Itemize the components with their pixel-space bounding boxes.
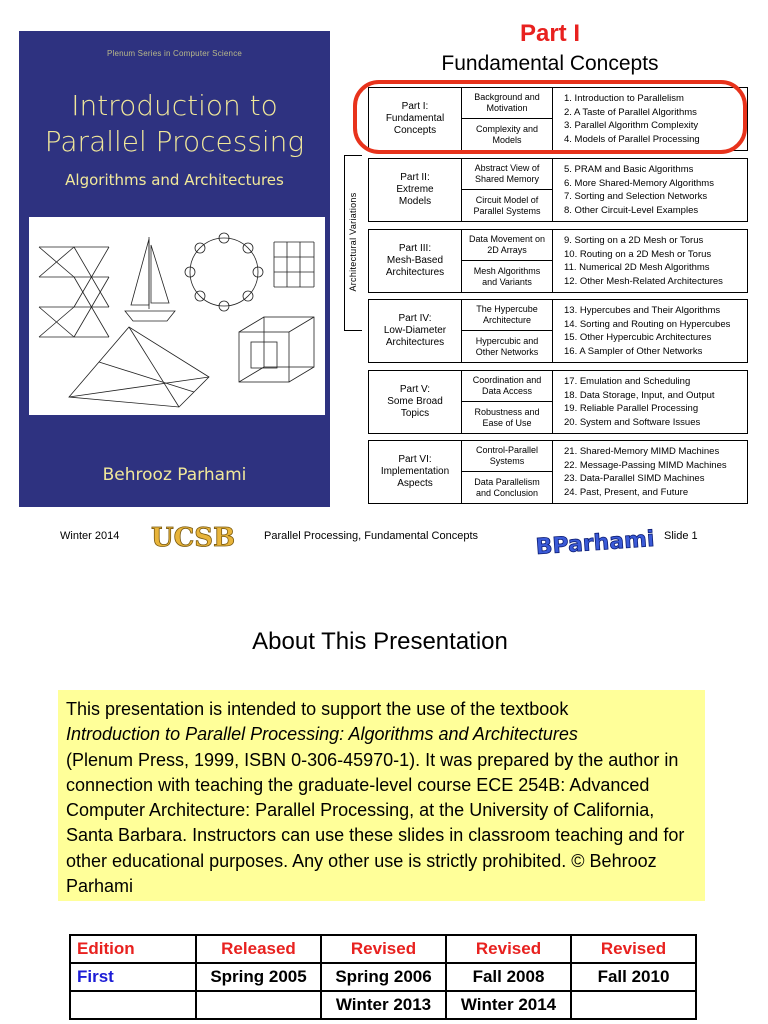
chapter-item: 18. Data Storage, Input, and Output <box>564 389 715 401</box>
network-diagrams-image <box>29 217 325 415</box>
bparhami-signature <box>534 520 656 562</box>
chapter-item: 5. PRAM and Basic Algorithms <box>564 164 694 175</box>
part-chapters <box>564 300 746 362</box>
part-topic: Data Parallelism and Conclusion <box>474 476 540 498</box>
part-name: Part II: Extreme Models <box>369 159 462 221</box>
cover-title-line1: Introduction to <box>71 89 278 122</box>
chapter-item: 14. Sorting and Routing on Hypercubes <box>564 318 731 330</box>
highlight-oval <box>353 80 747 154</box>
cover-illustration <box>29 217 325 415</box>
table-cell: Fall 2008 <box>446 963 571 991</box>
part-subtitle: Fundamental Concepts <box>441 52 659 75</box>
slide2-title: About This Presentation <box>252 628 508 655</box>
part-chapters <box>564 371 746 433</box>
part-topic: Abstract View of Shared Memory <box>462 159 552 190</box>
part-name: Part VI: Implementation Aspects <box>369 441 462 503</box>
chapter-item: 24. Past, Present, and Future <box>564 486 689 498</box>
footer-date: Winter 2014 <box>60 530 120 542</box>
header-revised: Revised <box>321 935 446 963</box>
edition-table-header <box>70 935 696 963</box>
part-chapters <box>564 159 746 221</box>
part-topic: Coordination and Data Access <box>462 371 552 402</box>
pyramid-network <box>69 327 209 407</box>
part-topic: Complexity and Models <box>475 123 539 145</box>
table-cell <box>70 991 196 1019</box>
cover-author: Behrooz Parhami <box>102 465 247 485</box>
cover-series: Plenum Series in Computer Science <box>106 49 243 58</box>
part-topic: Control-Parallel Systems <box>462 441 552 472</box>
part-row <box>368 158 748 222</box>
butterfly-network <box>39 247 109 337</box>
header-revised: Revised <box>446 935 571 963</box>
chapter-item: 19. Reliable Parallel Processing <box>564 403 699 414</box>
part-topics <box>462 300 553 362</box>
header-revised: Revised <box>571 935 696 963</box>
part-topic: Robustness and Ease of Use <box>474 406 540 428</box>
bparhami-signature-text: BParhami <box>534 526 656 561</box>
cover-subtitle: Algorithms and Architectures <box>65 171 284 189</box>
chapter-item: 21. Shared-Memory MIMD Machines <box>564 446 720 457</box>
part-topic: Hypercubic and Other Networks <box>475 335 539 357</box>
table-cell: Fall 2010 <box>571 963 696 991</box>
about-paragraph-box <box>58 690 705 901</box>
chapter-item: 4. Models of Parallel Processing <box>564 133 700 145</box>
chapter-item: 15. Other Hypercubic Architectures <box>564 332 712 343</box>
edition-table <box>69 934 697 1020</box>
architectural-variations-label: Architectural Variations <box>347 192 358 292</box>
chapter-item: 17. Emulation and Scheduling <box>564 376 691 387</box>
part-topic: The Hypercube Architecture <box>462 300 552 331</box>
hypercube <box>239 317 314 382</box>
ucsb-logo-text: UCSB <box>150 523 236 553</box>
chapter-item: 3. Parallel Algorithm Complexity <box>564 120 699 131</box>
chapter-item: 11. Numerical 2D Mesh Algorithms <box>564 262 710 273</box>
book-cover <box>19 31 330 507</box>
about-text-part2: (Plenum Press, 1999, ISBN 0-306-45970-1). It was prepared by the author in connection with teaching the graduate-level course ECE 254B: Advanced Computer Architecture: Parallel Processing, at the University of California, Santa Barbara. Instructors can use these slides in classroom teaching and for other educational purposes. Any other use is strictly prohibited. © Behrooz Parhami <box>66 749 685 897</box>
header-released: Released <box>196 935 321 963</box>
part-name: Part III: Mesh-Based Architectures <box>369 230 462 292</box>
part-topic: Data Movement on 2D Arrays <box>462 230 552 261</box>
cover-title-line2: Parallel Processing <box>44 125 305 158</box>
chapter-item: 23. Data-Parallel SIMD Machines <box>564 473 705 484</box>
table-cell <box>196 991 321 1019</box>
chapter-item: 13. Hypercubes and Their Algorithms <box>564 305 721 316</box>
part-topic: Circuit Model of Parallel Systems <box>473 194 541 216</box>
mesh-grid <box>274 242 314 287</box>
book-title-text: Introduction to Parallel Processing: Algorithms and Architectures <box>66 724 578 745</box>
chapter-item: 16. A Sampler of Other Networks <box>564 345 703 357</box>
chapter-item: 9. Sorting on a 2D Mesh or Torus <box>564 235 704 246</box>
sailboat <box>125 237 175 321</box>
chapter-item: 22. Message-Passing MIMD Machines <box>564 459 727 471</box>
part-row <box>368 440 748 504</box>
chapter-item: 20. System and Software Issues <box>564 416 701 428</box>
ucsb-logo <box>147 517 239 557</box>
part-name: Part IV: Low-Diameter Architectures <box>369 300 462 362</box>
part-topics <box>462 371 553 433</box>
footer-slide-number: Slide 1 <box>664 530 698 542</box>
part-topics <box>462 159 553 221</box>
part-chapters <box>564 441 746 503</box>
chapter-item: 10. Routing on a 2D Mesh or Torus <box>564 248 712 260</box>
part-chapters <box>564 230 746 292</box>
part-name: Part I: Fundamental Concepts <box>369 88 462 150</box>
node-ring <box>185 233 263 311</box>
header-edition: Edition <box>70 935 196 963</box>
part-row <box>368 370 748 434</box>
edition-cell: First <box>70 963 196 991</box>
part-topics <box>462 441 553 503</box>
chapter-item: 8. Other Circuit-Level Examples <box>564 204 699 216</box>
part-topic: Mesh Algorithms and Variants <box>473 265 541 287</box>
table-row <box>70 991 696 1019</box>
table-cell: Spring 2006 <box>321 963 446 991</box>
chapter-item: 7. Sorting and Selection Networks <box>564 191 708 202</box>
part-heading: Part I <box>519 20 581 47</box>
chapter-item: 2. A Taste of Parallel Algorithms <box>564 106 697 118</box>
chapter-item: 12. Other Mesh-Related Architectures <box>564 275 723 287</box>
chapter-item: 6. More Shared-Memory Algorithms <box>564 177 714 189</box>
table-row <box>70 963 696 991</box>
part-row <box>368 229 748 293</box>
table-cell: Spring 2005 <box>196 963 321 991</box>
table-cell <box>571 991 696 1019</box>
table-cell: Winter 2013 <box>321 991 446 1019</box>
part-row <box>368 299 748 363</box>
footer-title: Parallel Processing, Fundamental Concepts <box>264 530 479 542</box>
table-cell: Winter 2014 <box>446 991 571 1019</box>
about-text-part1: This presentation is intended to support the use of the textbook <box>66 699 569 719</box>
chapter-item: 1. Introduction to Parallelism <box>564 93 684 104</box>
part-name: Part V: Some Broad Topics <box>369 371 462 433</box>
part-topics <box>462 230 553 292</box>
part-topic: Background and Motivation <box>462 88 552 119</box>
